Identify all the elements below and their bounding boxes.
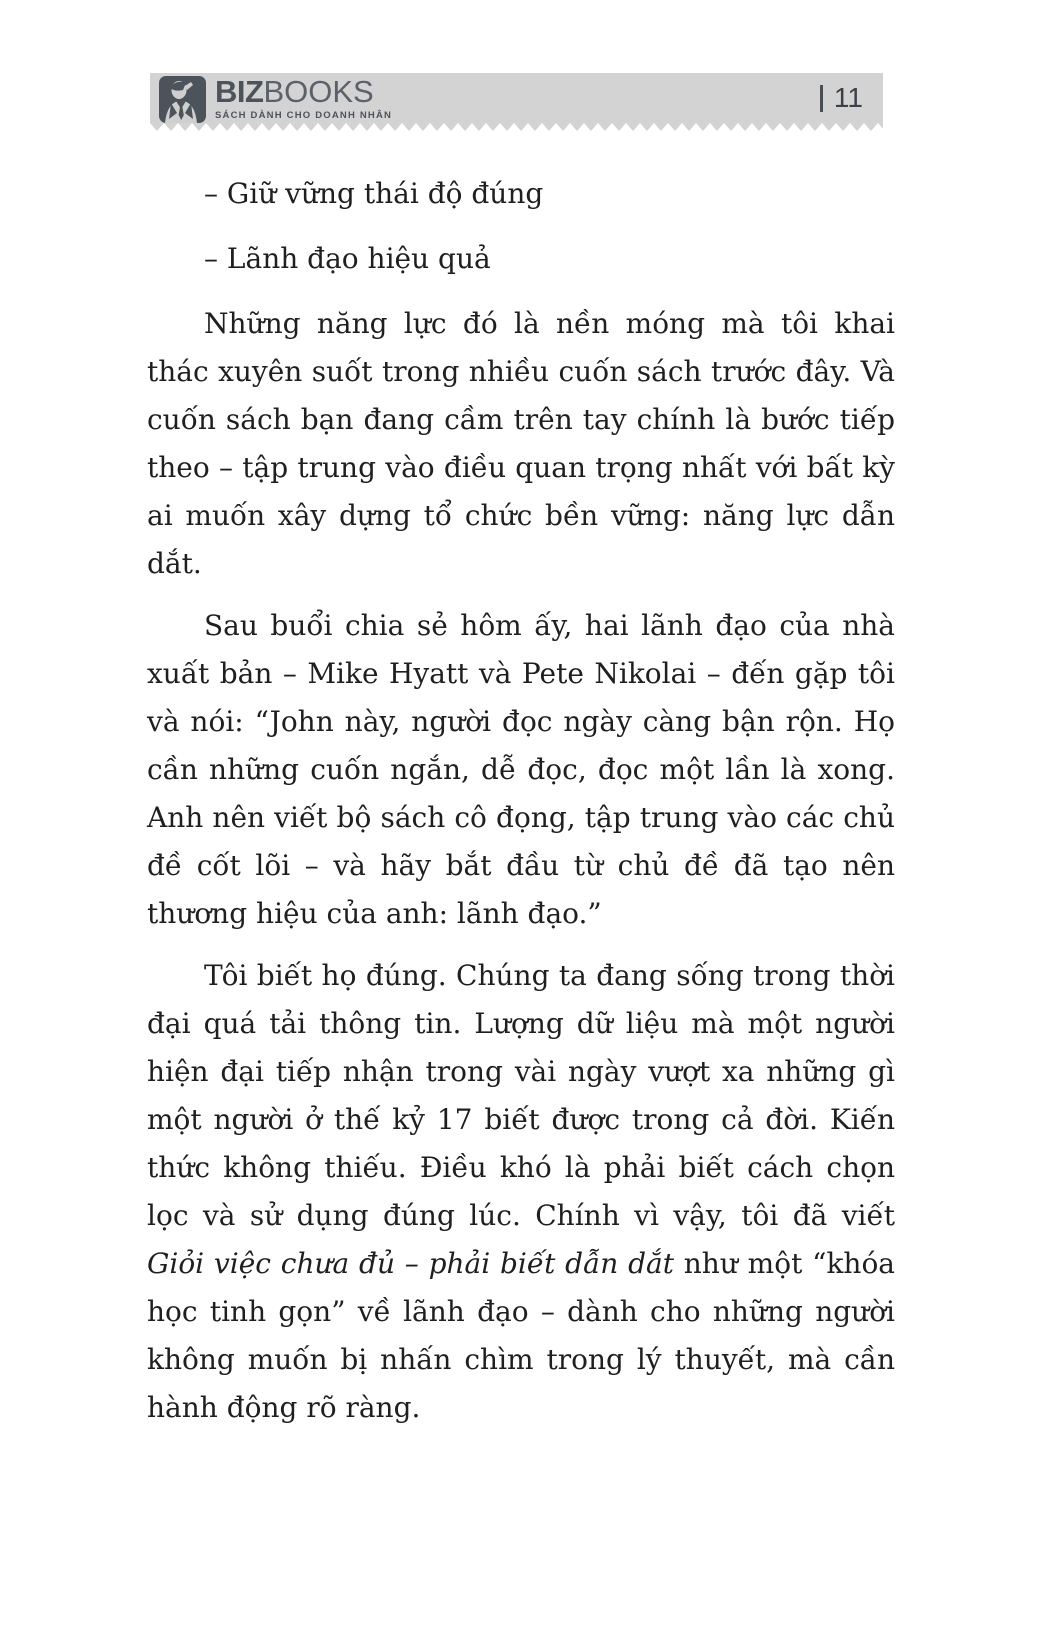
banner-perforated-edge [150,123,883,131]
list-item: – Giữ vững thái độ đúng [204,177,544,210]
brand-text [215,73,393,121]
page-header [150,73,883,131]
paragraph-tail: như một “khóa học tinh gọn” về lãnh đạo – dành cho những người không muốn bị nhấn chìm trong lý thuyết, mà cần hành động rõ ràng. [147,1247,895,1424]
paragraph [147,952,895,1432]
list-item: – Lãnh đạo hiệu quả [204,242,491,275]
book-title-italic: Giỏi việc chưa đủ – phải biết dẫn dắt [147,1247,674,1280]
brand-name-books: BOOKS [263,73,374,109]
header-banner [150,73,883,123]
page-content [147,170,895,1446]
paragraph-lead: Tôi biết họ đúng. Chúng ta đang sống trong thời đại quá tải thông tin. Lượng dữ liệu mà một người hiện đại tiếp nhận trong vài ngày vượt xa những gì một người ở thế kỷ 17 biết được trong cả đời. Kiến thức không thiếu. Điều khó là phải biết cách chọn lọc và sử dụng đúng lúc. Chính vì vậy, tôi đã viết [147,959,895,1232]
page-number-value: 11 [833,82,863,113]
brand-name-biz: BIZ [215,73,264,109]
brand-name [215,73,392,109]
brand-tagline: SÁCH DÀNH CHO DOANH NHÂN [215,109,393,121]
paragraph: Sau buổi chia sẻ hôm ấy, hai lãnh đạo của nhà xuất bản – Mike Hyatt và Pete Nikolai – đến gặp tôi và nói: “John này, người đọc ngày càng bận rộn. Họ cần những cuốn ngắn, dễ đọc, đọc một lần là xong. Anh nên viết bộ sách cô đọng, tập trung vào các chủ đề cốt lõi – và hãy bắt đầu từ chủ đề đã tạo nên thương hiệu của anh: lãnh đạo.” [147,609,895,930]
publisher-brand [159,73,392,123]
page-number [820,84,863,112]
page-number-divider [820,85,823,112]
paragraph: Những năng lực đó là nền móng mà tôi khai thác xuyên suốt trong nhiều cuốn sách trước đây. Và cuốn sách bạn đang cầm trên tay chính là bước tiếp theo – tập trung vào điều quan trọng nhất với bất kỳ ai muốn xây dựng tổ chức bền vững: năng lực dẫn dắt. [147,307,895,580]
bizbooks-logo-icon [159,76,206,123]
